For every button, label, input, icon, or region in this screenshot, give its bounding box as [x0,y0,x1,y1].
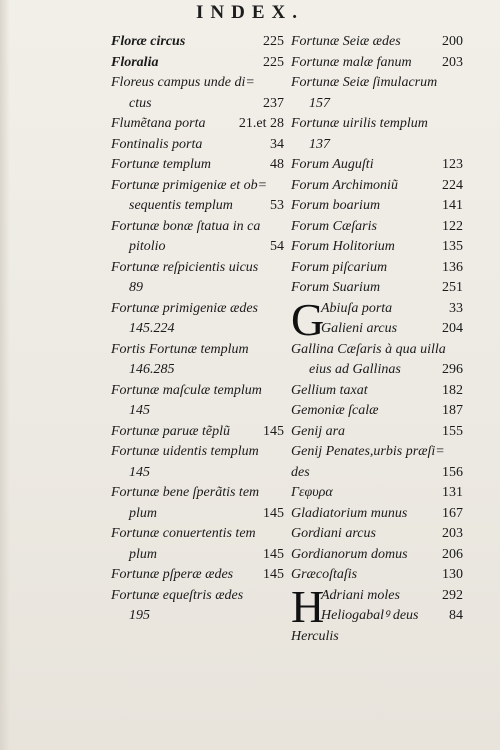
index-entry-page: 296 [442,362,463,377]
index-entry [111,401,284,422]
index-entry-text: Fontinalis porta [111,136,203,152]
index-entry [291,442,463,463]
index-entry-page: 156 [442,464,463,480]
index-entry-page: 204 [442,321,463,336]
index-entry-page: 141 [442,198,463,213]
index-entry-text: Abiuſa porta [321,300,393,316]
index-entry [291,155,463,176]
index-entry-text: plum [129,505,157,521]
index-entry-text: 146.285 [129,362,175,377]
index-entry [291,94,463,115]
index-entry-text: 145.224 [129,321,175,336]
index-entry-page: 187 [442,403,463,418]
drop-cap: H [291,581,325,632]
page-heading: INDEX. [196,2,304,23]
index-entry-page: 130 [442,567,463,582]
index-entry [291,114,463,135]
index-entry [111,340,284,361]
index-entry-text: pitolio [129,239,166,254]
index-entry-text: Γεφυρα [291,485,333,500]
index-entry-text: Galieni arcus [321,321,398,336]
index-entry-page: 182 [442,382,463,398]
index-entry-text: Fortunæ Seiæ ſimulacrum [291,75,438,90]
index-entry-text: Fortunæ templum [111,157,211,172]
index-entry-text: Gladiatorium munus [291,505,408,521]
index-entry-text: Fortunæ bonæ ſtatua in ca [111,218,261,234]
index-entry-page: 21.et 28 [238,116,284,131]
index-entry-text: des [291,464,310,480]
index-entry-text: Gellium taxat [291,382,368,398]
index-entry [111,586,284,607]
index-entry-text: Fortunæ uidentis templum [111,444,259,459]
index-right-column [291,32,463,647]
index-entry-text: Gemoniæ ſcalæ [291,403,379,418]
index-entry [111,94,284,115]
index-entry-page: 135 [442,239,463,254]
index-entry-text: Forum Holitorium [291,239,395,254]
index-entry-text: 157 [309,95,330,111]
index-entry [291,381,463,402]
index-entry [291,401,463,422]
index-entry-text: sequentis templum [129,198,233,213]
index-entry-text: Herculis [291,628,339,644]
index-entry [111,176,284,197]
index-entry-text: 145 [129,464,150,480]
index-entry-page: 54 [270,239,284,254]
index-entry-text: Floreus campus unde di= [111,75,255,90]
index-entry [111,422,284,443]
index-entry [111,32,284,53]
index-entry [111,504,284,525]
index-entry-text: Forum Auguſti [291,157,374,172]
index-entry [291,237,463,258]
index-left-column [111,32,284,627]
index-entry-text: Fortis Fortunæ templum [111,341,249,357]
drop-cap: G [291,294,325,345]
index-entry [291,53,463,74]
index-entry-text: Adriani moles [321,587,400,603]
index-entry-text: Fortunæ uirilis templum [291,116,428,131]
index-entry [111,463,284,484]
index-entry-text: Græcoſtaſis [291,567,358,582]
index-entry-page: 203 [442,526,463,541]
index-entry [111,606,284,627]
index-entry-page: 145 [263,546,284,562]
index-entry [291,217,463,238]
index-entry [111,299,284,320]
index-entry [111,278,284,299]
index-entry [291,258,463,279]
index-entry-text: Gordianorum domus [291,546,408,562]
page-gutter-shadow [0,0,10,750]
index-entry-text: Forum Suarium [291,280,381,295]
index-entry [291,196,463,217]
index-entry-page: 145 [263,423,284,439]
index-entry-text: Gordiani arcus [291,526,376,541]
index-entry [111,565,284,586]
index-entry-page: 292 [442,587,463,603]
index-entry-text: Forum Cæſaris [291,218,377,234]
index-entry-text: ctus [129,95,152,111]
index-entry [111,319,284,340]
index-entry [291,360,463,381]
index-entry [291,545,463,566]
index-entry [111,442,284,463]
index-entry-page: 122 [442,218,463,234]
index-entry-page: 48 [270,157,284,172]
index-entry-text: Fortunæ primigeniæ ædes [111,300,259,316]
index-entry [111,155,284,176]
index-entry-text: Forum boarium [291,198,381,213]
index-entry-page: 136 [442,259,463,275]
index-entry-text: eius ad Gallinas [309,362,401,377]
index-entry-page: 225 [263,54,284,70]
index-entry-page: 131 [442,485,463,500]
index-entry-text: Forum piſcarium [291,259,388,275]
index-entry-text: Floræ circus [111,34,186,49]
index-entry [291,463,463,484]
index-entry-text: Fortunæ conuertentis tem [111,526,256,541]
index-entry-text: Forum Archimoniũ [291,177,398,193]
index-entry-page: 145 [263,567,284,582]
index-entry-text: Fortunæ equeſtris ædes [111,587,244,603]
index-entry-text: Heliogabalꝰ deus [321,608,419,623]
index-entry [291,32,463,53]
index-entry-page: 145 [263,505,284,521]
index-entry [111,483,284,504]
index-entry-page: 167 [442,505,463,521]
index-entry-page: 206 [442,546,463,562]
index-entry-text: Fortunæ primigeniæ et ob= [111,177,268,193]
index-entry-text: Fortunæ bene ſperãtis tem [111,485,260,500]
index-entry-page: 33 [449,300,463,316]
index-entry-page: 251 [442,280,463,295]
index-entry-text: 145 [129,403,150,418]
index-entry [111,114,284,135]
index-entry-page: 224 [442,177,463,193]
index-entry-page: 53 [270,198,284,213]
index-entry-text: Fortunæ reſpicientis uicus [111,259,259,275]
index-entry [291,73,463,94]
index-entry [111,53,284,74]
index-entry-text: 195 [129,608,150,623]
index-entry-text: plum [129,546,157,562]
index-entry-page: 123 [442,157,463,172]
index-entry-text: Fortunæ pſperæ ædes [111,567,234,582]
index-entry [111,524,284,545]
index-entry-text: Genij ara [291,423,346,439]
index-entry [111,360,284,381]
index-entry [111,217,284,238]
index-entry [111,545,284,566]
index-entry [111,258,284,279]
index-entry-text: Gallina Cæſaris à qua uilla [291,341,446,357]
index-entry [111,381,284,402]
index-entry-text: 137 [309,136,330,152]
index-entry-text: Genij Penates,urbis præſi= [291,444,445,459]
index-entry [111,196,284,217]
index-entry-text: Floralia [111,54,159,70]
index-entry-page: 237 [263,95,284,111]
index-entry [291,135,463,156]
index-entry-text: Fortunæ Seiæ ædes [291,34,401,49]
index-entry-page: 203 [442,54,463,70]
index-entry-text: Fortunæ maſculæ templum [111,382,262,398]
index-entry-text: 89 [129,280,143,295]
index-entry-text: Fortunæ malæ fanum [291,54,412,70]
index-entry [291,422,463,443]
index-entry [291,483,463,504]
index-entry-page: 155 [442,423,463,439]
index-entry-page: 200 [442,34,463,49]
index-entry-page: 34 [270,136,284,152]
index-entry [291,524,463,545]
index-entry [111,237,284,258]
index-entry [111,73,284,94]
index-entry-page: 225 [263,34,284,49]
index-entry [291,504,463,525]
index-entry [291,176,463,197]
index-entry-text: Fortunæ paruæ tẽplũ [111,423,231,439]
index-entry-text: Flumẽtana porta [111,116,206,131]
index-entry [111,135,284,156]
index-entry-page: 84 [449,608,463,623]
